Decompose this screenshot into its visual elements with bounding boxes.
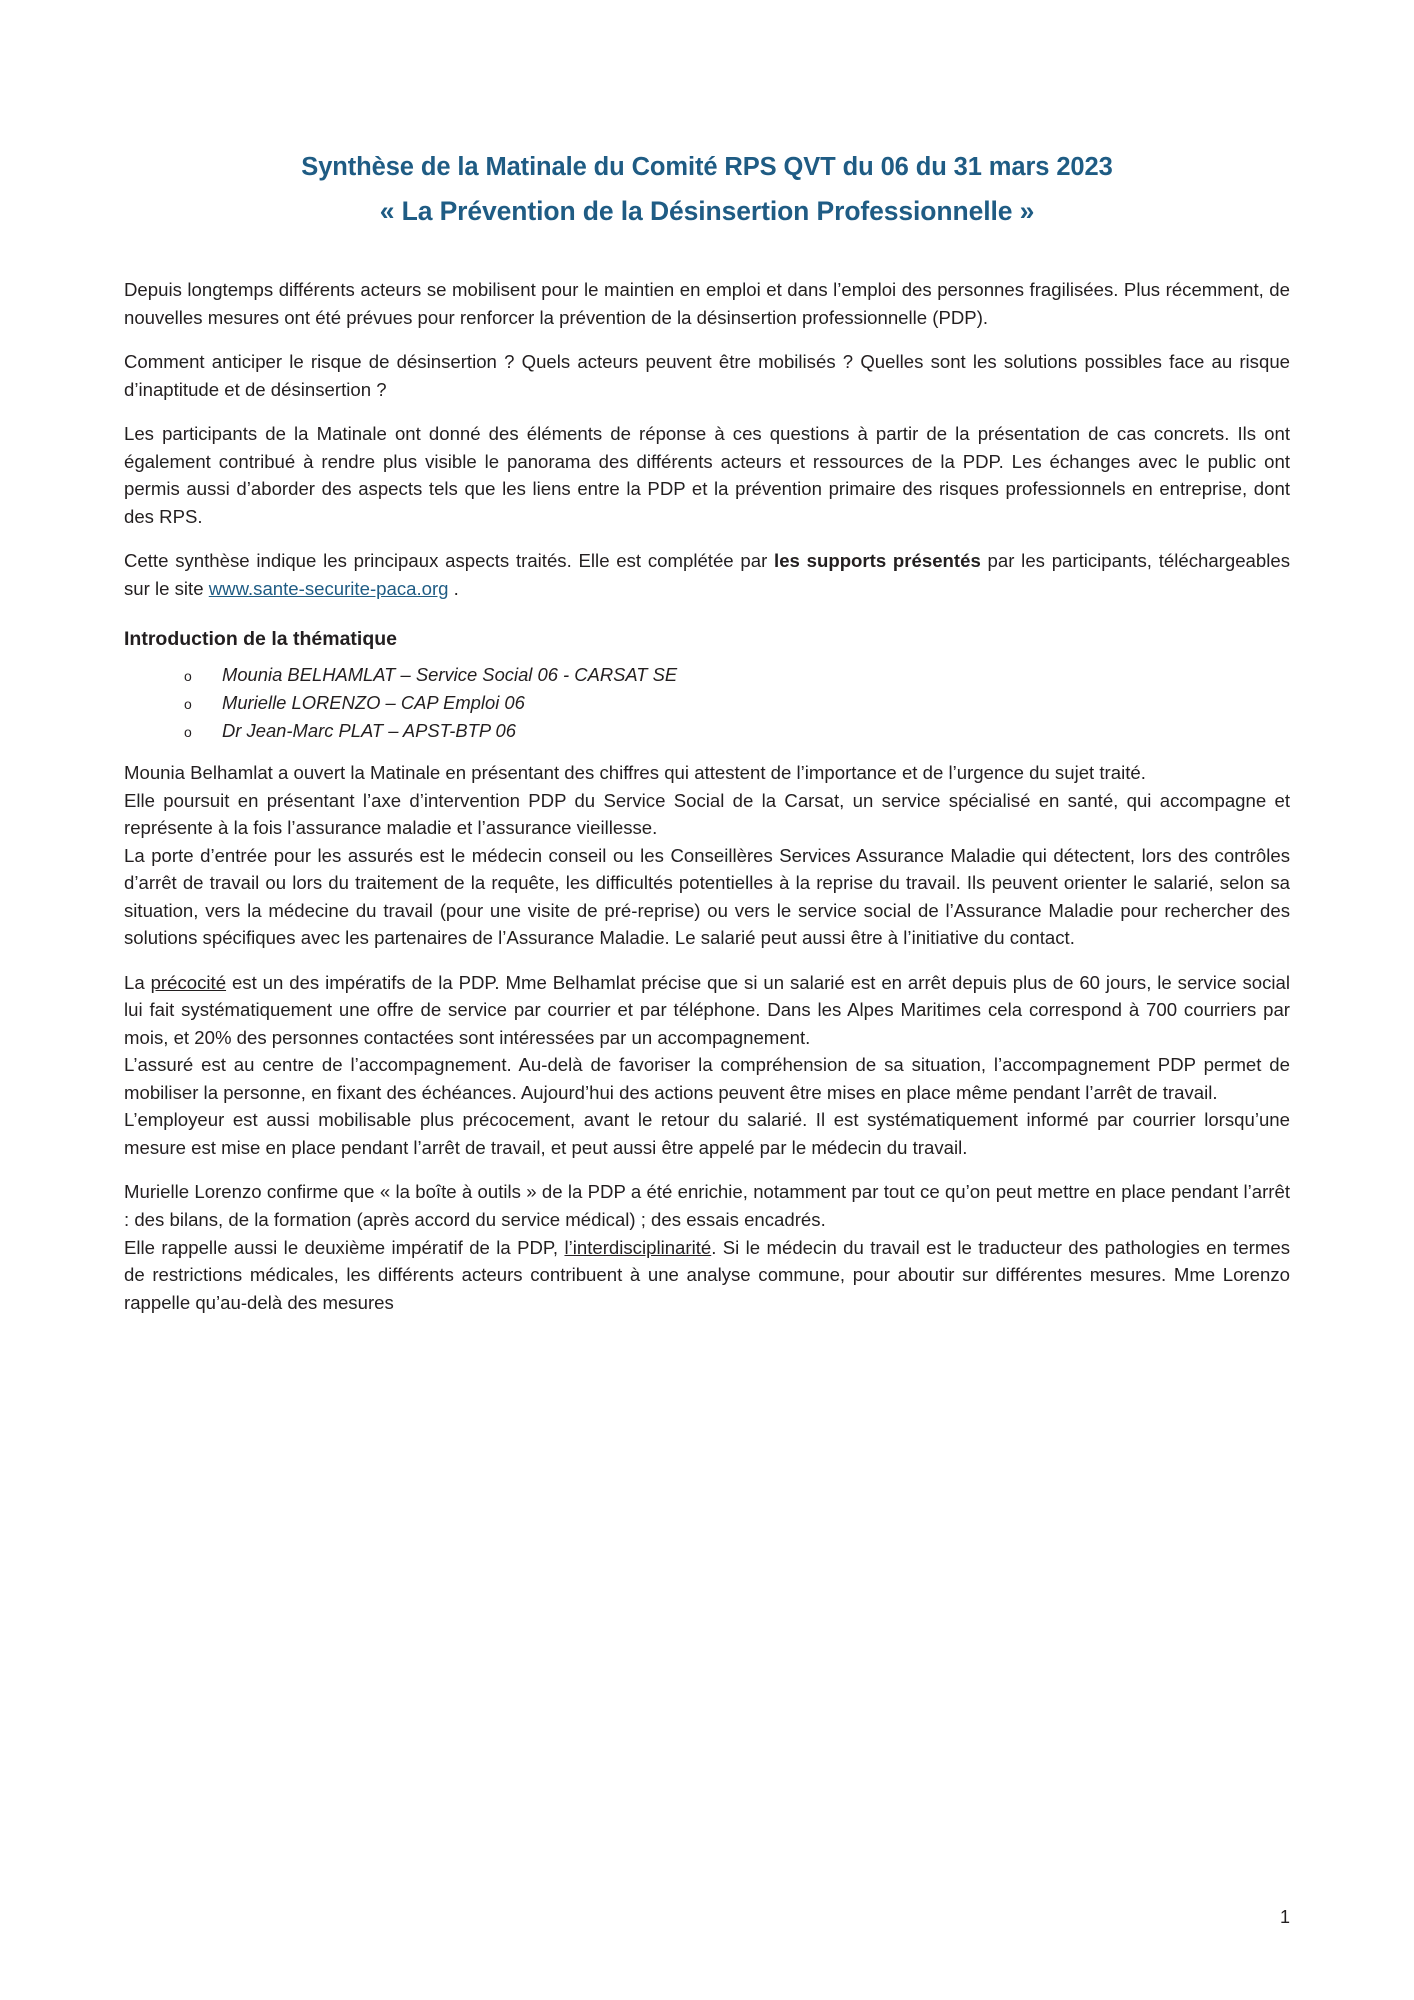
supports-presentes-bold: les supports présentés	[774, 550, 981, 572]
paragraph-interdisciplinarite	[124, 1234, 1290, 1317]
speaker-label: Murielle LORENZO – CAP Emploi 06	[222, 692, 525, 714]
paragraph-porte-entree: La porte d’entrée pour les assurés est le médecin conseil ou les Conseillères Services Assurance Maladie qui détectent, lors des contrôles d’arrêt de travail ou lors du traitement de la requête, les difficultés potentielles à la reprise du travail. Ils peuvent orienter le salarié, selon sa situation, vers la médecine du travail (pour une visite de pré-reprise) ou vers le service social de l’Assurance Maladie pour rechercher des solutions spécifiques avec les partenaires de l’Assurance Maladie. Le salarié peut aussi être à l’initiative du contact.	[124, 844, 1290, 949]
paragraph-questions: Comment anticiper le risque de désinsertion ? Quels acteurs peuvent être mobilisés ? Quelles sont les solutions possibles face au risque d’inaptitude et de désinsertion ?	[124, 351, 1290, 400]
speaker-label: Dr Jean-Marc PLAT – APST-BTP 06	[222, 720, 517, 742]
bullet-icon: o	[184, 668, 192, 685]
paragraph-belhamlat-ouverture: Mounia Belhamlat a ouvert la Matinale en présentant des chiffres qui attestent de l’importance et de l’urgence du sujet traité.	[124, 762, 1146, 784]
list-item	[184, 661, 1290, 689]
text-fragment: .	[448, 577, 459, 599]
list-item	[184, 689, 1290, 717]
page-title: Synthèse de la Matinale du Comité RPS QVT du 06 du 31 mars 2023	[301, 153, 1113, 181]
text-fragment: . Si le médecin du travail est le traducteur des pathologies en termes de restrictions médicales, les différents acteurs contribuent à une analyse commune, pour aboutir sur différentes mesures. Mme Lorenzo rappelle qu’au-delà des mesures	[124, 1236, 1290, 1313]
bullet-icon: o	[184, 696, 192, 713]
page-subtitle: « La Prévention de la Désinsertion Professionnelle »	[379, 196, 1035, 227]
page-number: 1	[1279, 1907, 1290, 1927]
paragraph-assure-centre: L’assuré est au centre de l’accompagnement. Au-delà de favoriser la compréhension de sa situation, l’accompagnement PDP permet de mobiliser la personne, en fixant des échéances. Aujourd’hui des actions peuvent être mises en place même pendant l’arrêt de travail.	[124, 1054, 1290, 1103]
paragraph-participants: Les participants de la Matinale ont donné des éléments de réponse à ces questions à partir de la présentation de cas concrets. Ils ont également contribué à rendre plus visible le panorama des différents acteurs et ressources de la PDP. Les échanges avec le public ont permis aussi d’aborder des aspects tels que les liens entre la PDP et la prévention primaire des risques professionnels en entreprise, dont des RPS.	[124, 423, 1290, 527]
paragraph-employeur: L’employeur est aussi mobilisable plus précocement, avant le retour du salarié. Il est systématiquement informé par courrier lorsqu’une mesure est mise en place pendant l’arrêt de travail, et peut aussi être appelé par le médecin du travail.	[124, 1109, 1290, 1158]
text-fragment: Cette synthèse indique les principaux aspects traités. Elle est complétée par	[124, 550, 775, 572]
text-fragment: La	[124, 971, 151, 993]
list-item	[184, 717, 1290, 745]
paragraph-intro-1: Depuis longtemps différents acteurs se mobilisent pour le maintien en emploi et dans l’emploi des personnes fragilisées. Plus récemment, de nouvelles mesures ont été prévues pour renforcer la prévention de la désinsertion professionnelle (PDP).	[124, 279, 1290, 328]
website-link[interactable]: www.sante-securite-paca.org	[208, 577, 449, 599]
precocite-underlined: précocité	[150, 971, 227, 993]
speaker-label: Mounia BELHAMLAT – Service Social 06 - CARSAT SE	[222, 664, 678, 686]
text-fragment: Elle rappelle aussi le deuxième impératif de la PDP,	[124, 1236, 565, 1258]
paragraph-synthese-supports	[124, 547, 1290, 602]
text-fragment: par les participants, téléchargeables sur le site	[124, 550, 1290, 599]
interdisciplinarite-underlined: l’interdisciplinarité	[564, 1236, 712, 1258]
speakers-list	[124, 661, 1290, 745]
title-block	[124, 150, 1290, 230]
paragraph-precocite	[124, 969, 1290, 1052]
bullet-icon: o	[184, 724, 192, 741]
section-heading-introduction: Introduction de la thématique	[124, 628, 398, 651]
paragraph-lorenzo-boite-outils: Murielle Lorenzo confirme que « la boîte à outils » de la PDP a été enrichie, notamment par tout ce qu’on peut mettre en place pendant l’arrêt : des bilans, de la formation (après accord du service médical) ; des essais encadrés.	[124, 1181, 1290, 1230]
paragraph-axe-intervention: Elle poursuit en présentant l’axe d’intervention PDP du Service Social de la Carsat, un service spécialisé en santé, qui accompagne et représente à la fois l’assurance maladie et l’assurance vieillesse.	[124, 789, 1290, 839]
text-fragment: est un des impératifs de la PDP. Mme Belhamlat précise que si un salarié est en arrêt depuis plus de 60 jours, le service social lui fait systématiquement une offre de service par courrier et par téléphone. Dans les Alpes Maritimes cela correspond à 700 courriers par mois, et 20% des personnes contactées sont intéressées par un accompagnement.	[124, 971, 1290, 1048]
